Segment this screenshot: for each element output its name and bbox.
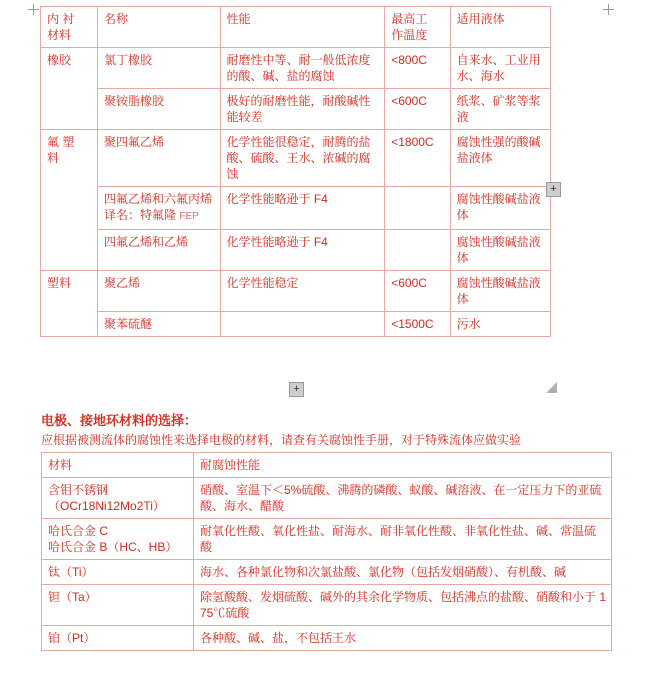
header-cell-material: 材料 <box>42 453 194 478</box>
table-row <box>42 626 612 651</box>
cell-material: 铂（Pt） <box>42 626 194 651</box>
table-row <box>41 48 551 89</box>
cell-material: 钛（Ti） <box>42 560 194 585</box>
section-heading: 电极、接地环材料的选择： <box>41 413 198 428</box>
category-cell-plastic: 塑料 <box>41 271 98 337</box>
table-expand-bottom-button[interactable]: + <box>289 382 304 397</box>
cell-performance: 化学性能稳定 <box>220 271 385 312</box>
category-line1: 氟 塑 <box>47 135 75 149</box>
cell-material <box>42 519 194 560</box>
material-line2: （OCr18Ni12Mo2Ti） <box>48 499 165 513</box>
table-row <box>41 230 551 271</box>
cell-performance: 硝酸、室温下＜5%硫酸、沸腾的磷酸、蚁酸、碱溶液、在一定压力下的亚硫酸、海水、醋酸 <box>194 478 612 519</box>
cell-name-sub: FEP <box>179 211 199 222</box>
header-line1: 最高工 <box>391 12 428 26</box>
table-row <box>41 271 551 312</box>
table-row <box>42 560 612 585</box>
cell-performance: 除氢酸酸、发烟硫酸、碱外的其余化学物质、包括沸点的盐酸、硝酸和小于 175℃硫酸 <box>194 585 612 626</box>
electrode-material-table <box>41 452 612 651</box>
material-line1: 哈氏合金 C <box>48 524 109 538</box>
cell-performance <box>220 312 385 337</box>
cell-temp: <800C <box>385 48 450 89</box>
cell-temp <box>385 230 450 271</box>
cell-liquid: 污水 <box>450 312 550 337</box>
category-cell-rubber: 橡胶 <box>41 48 98 130</box>
cell-name: 聚四氟乙烯 <box>98 130 220 187</box>
cell-name: 四氟乙烯和乙烯 <box>98 230 220 271</box>
table-row <box>42 478 612 519</box>
cell-performance: 海水、各种氯化物和次氯盐酸、氯化物（包括发烟硝酸）、有机酸、碱 <box>194 560 612 585</box>
table-row <box>41 130 551 187</box>
table-row <box>42 519 612 560</box>
header-cell-lining-material <box>41 7 98 48</box>
lining-material-table-wrapper <box>40 6 551 337</box>
cell-material <box>42 478 194 519</box>
cell-liquid: 腐蚀性强的酸碱盐液体 <box>450 130 550 187</box>
cell-liquid: 纸浆、矿浆等浆液 <box>450 89 550 130</box>
header-cell-suitable-liquid: 适用液体 <box>450 7 550 48</box>
cell-temp: <600C <box>385 89 450 130</box>
header-cell-performance: 性能 <box>220 7 385 48</box>
table-row <box>41 89 551 130</box>
cell-temp <box>385 187 450 230</box>
crop-mark-top-left-icon <box>28 4 39 15</box>
header-cell-corrosion-resistance: 耐腐蚀性能 <box>194 453 612 478</box>
cell-temp: <600C <box>385 271 450 312</box>
table-header-row <box>42 453 612 478</box>
cell-performance: 化学性能略逊于 F4 <box>220 230 385 271</box>
cell-performance: 化学性能略逊于 F4 <box>220 187 385 230</box>
header-cell-name: 名称 <box>98 7 220 48</box>
cell-performance: 各种酸、碱、盐，不包括王水 <box>194 626 612 651</box>
table-row <box>41 187 551 230</box>
table-resize-corner-handle[interactable] <box>545 381 557 393</box>
section-note: 应根据被测流体的腐蚀性来选择电极的材料，请查有关腐蚀性手册，对于特殊流体应做实验 <box>41 433 522 447</box>
cell-name-main: 四氟乙烯和六氟丙烯译名：特氟隆 <box>104 192 213 222</box>
cell-name: 氯丁橡胶 <box>98 48 220 89</box>
table-header-row <box>41 7 551 48</box>
cell-liquid: 腐蚀性酸碱盐液体 <box>450 187 550 230</box>
electrode-material-table-wrapper <box>41 452 611 651</box>
header-cell-max-temp <box>385 7 450 48</box>
cell-name: 聚乙烯 <box>98 271 220 312</box>
category-line2: 料 <box>47 151 60 165</box>
header-line2: 作温度 <box>391 28 428 42</box>
cell-performance: 极好的耐磨性能，耐酸碱性能较差 <box>220 89 385 130</box>
table-expand-right-button[interactable]: + <box>546 182 561 197</box>
cell-performance: 耐磨性中等、耐一般低浓度的酸、碱、盐的腐蚀 <box>220 48 385 89</box>
cell-performance: 耐氧化性酸、氧化性盐、耐海水、耐非氧化性酸、非氧化性盐、碱、常温硫酸 <box>194 519 612 560</box>
cell-temp: <1800C <box>385 130 450 187</box>
cell-performance: 化学性能很稳定，耐腾的盐酸、硫酸、王水、浓碱的腐蚀 <box>220 130 385 187</box>
table-row <box>41 312 551 337</box>
cell-liquid: 腐蚀性酸碱盐液体 <box>450 271 550 312</box>
header-line2: 材料 <box>47 28 72 42</box>
header-line1: 内 衬 <box>47 12 75 26</box>
lining-material-table <box>40 6 551 337</box>
cell-name <box>98 187 220 230</box>
cell-liquid: 自来水、工业用水、海水 <box>450 48 550 89</box>
category-cell-fluoroplastic <box>41 130 98 271</box>
crop-mark-top-right-icon <box>603 4 614 15</box>
material-line1: 含钼不锈钢 <box>48 483 109 497</box>
cell-name: 聚苯硫醚 <box>98 312 220 337</box>
cell-name: 聚铵脂橡胶 <box>98 89 220 130</box>
cell-liquid: 腐蚀性酸碱盐液体 <box>450 230 550 271</box>
cell-material: 钽（Ta） <box>42 585 194 626</box>
table-row <box>42 585 612 626</box>
material-line2: 哈氏合金 B（HC、HB） <box>48 540 178 554</box>
cell-temp: <1500C <box>385 312 450 337</box>
